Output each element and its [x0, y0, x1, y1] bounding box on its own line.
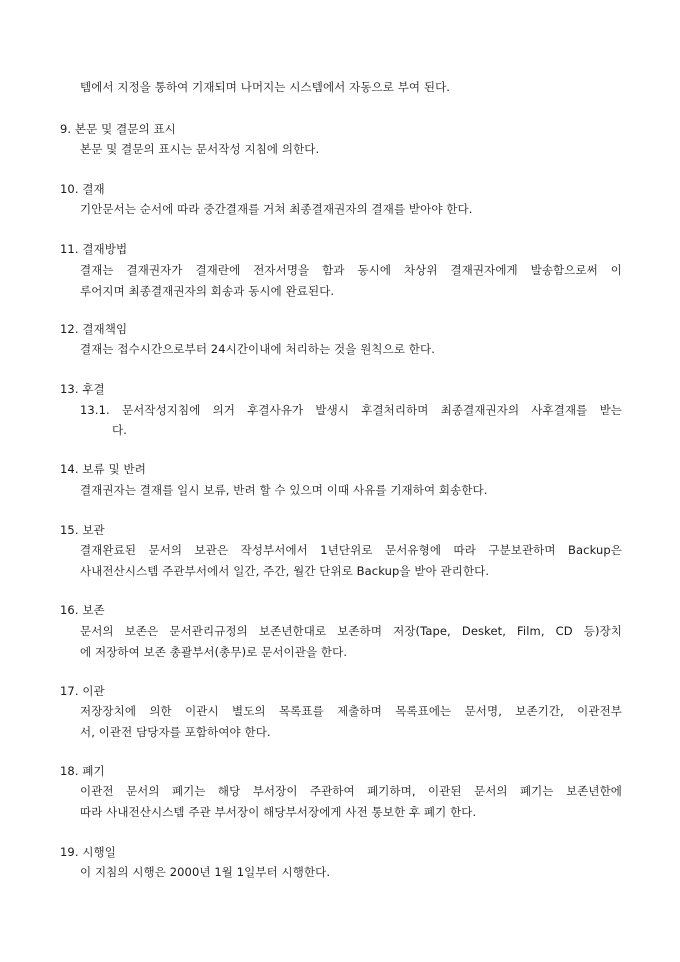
- section-heading: 19. 시행일: [60, 845, 116, 859]
- section-body-line: 저장장치에 의한 이관시 별도의 목록표를 제출하며 목록표에는 문서명, 보존기간, 이관전부: [80, 704, 622, 718]
- section-body-line: 결재는 결재권자가 결재란에 전자서명을 함과 동시에 차상위 결재권자에게 발송함으로써 이: [80, 263, 622, 277]
- section-heading: 10. 결재: [60, 182, 105, 196]
- section-heading: 18. 폐기: [60, 764, 105, 778]
- section-body-line: 서, 이관전 담당자를 포함하여야 한다.: [80, 725, 271, 739]
- section-body-line: 문서의 보존은 문서관리규정의 보존년한대로 보존하며 저장(Tape, Desket, Film, CD 등)장치: [80, 624, 622, 638]
- section-heading: 13. 후결: [60, 382, 105, 396]
- section-body-line: 이관전 문서의 폐기는 해당 부서장이 주관하여 폐기하며, 이관된 문서의 폐기는 보존년한에: [80, 784, 622, 798]
- section-heading: 12. 결재책임: [60, 322, 128, 336]
- section-body-line: 사내전산시스템 주관부서에서 일간, 주간, 월간 단위로 Backup을 받아 관리한다.: [80, 564, 490, 578]
- section-heading: 16. 보존: [60, 603, 105, 617]
- section-body-line: 본문 및 결문의 표시는 문서작성 지침에 의한다.: [80, 142, 320, 156]
- section-body-line: 결재권자는 결재를 일시 보류, 반려 할 수 있으며 이때 사유를 기재하여 회송한다.: [80, 483, 488, 497]
- section-body-line: 이 지침의 시행은 2000년 1월 1일부터 시행한다.: [80, 865, 331, 879]
- section-body-line: 에 저장하여 보존 총괄부서(총무)로 문서이관을 한다.: [80, 645, 348, 659]
- section-body-line: 결재는 접수시간으로부터 24시간이내에 처리하는 것을 원칙으로 한다.: [80, 342, 435, 356]
- section-body-line: 기안문서는 순서에 따라 중간결재를 거쳐 최종결재권자의 결재를 받아야 한다.: [80, 202, 473, 216]
- section-body-line: 결재완료된 문서의 보관은 작성부서에서 1년단위로 문서유형에 따라 구분보관하며 Backup은: [80, 543, 622, 557]
- intro-line: 템에서 지정을 통하여 기재되며 나머지는 시스템에서 자동으로 부여 된다.: [80, 80, 451, 94]
- section-heading: 9. 본문 및 결문의 표시: [60, 122, 176, 136]
- section-body-line: 루어지며 최종결재권자의 회송과 동시에 완료된다.: [80, 284, 335, 298]
- section-body-line: 따라 사내전산시스템 주관 부서장이 해당부서장에게 사전 통보한 후 폐기 한다.: [80, 805, 477, 819]
- section-heading: 15. 보관: [60, 523, 105, 537]
- section-heading: 17. 이관: [60, 684, 105, 698]
- section-heading: 11. 결재방법: [60, 242, 128, 256]
- section-body-line: 13.1. 문서작성지침에 의거 후결사유가 발생시 후결처리하며 최종결재권자의 사후결재를 받는: [80, 403, 622, 417]
- section-body-line: 다.: [112, 423, 127, 437]
- section-heading: 14. 보류 및 반려: [60, 462, 146, 476]
